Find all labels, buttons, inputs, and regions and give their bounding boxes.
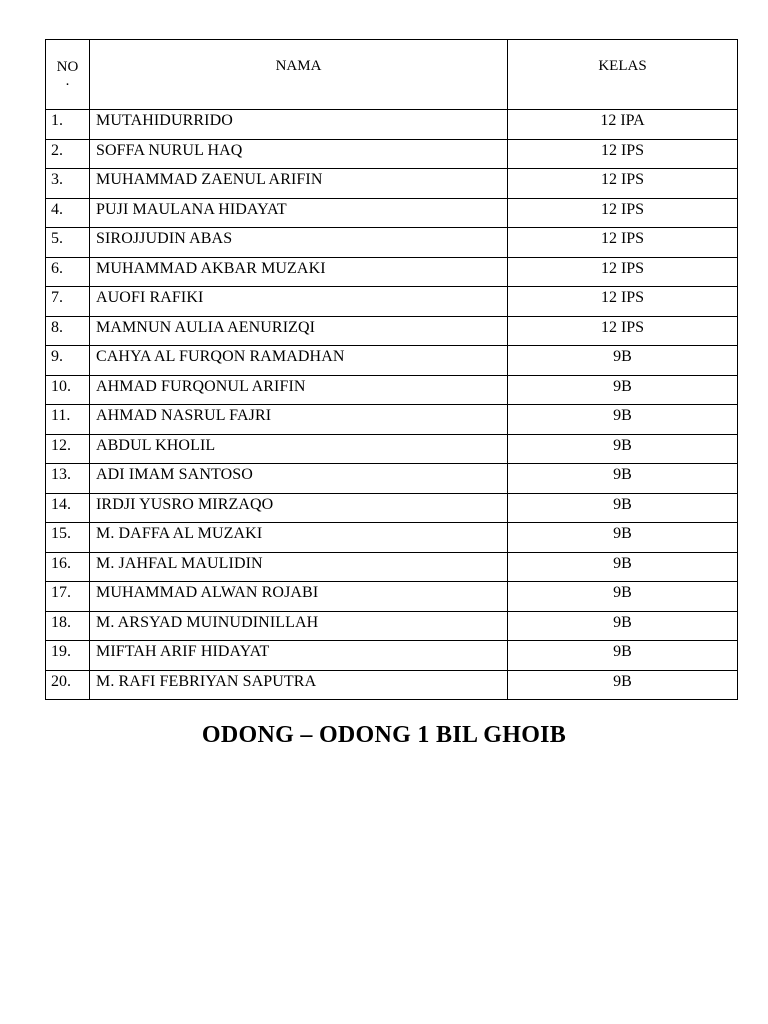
table-row — [46, 464, 738, 494]
cell-kelas: 9B — [508, 434, 738, 464]
cell-nama: SOFFA NURUL HAQ — [90, 139, 508, 169]
cell-no: 10. — [46, 375, 90, 405]
cell-no: 9. — [46, 346, 90, 376]
cell-no: 18. — [46, 611, 90, 641]
cell-kelas: 9B — [508, 375, 738, 405]
cell-kelas: 12 IPS — [508, 198, 738, 228]
table-row — [46, 552, 738, 582]
table-row — [46, 582, 738, 612]
cell-kelas: 12 IPS — [508, 169, 738, 199]
table-row — [46, 169, 738, 199]
document-caption: ODONG – ODONG 1 BIL GHOIB — [201, 722, 567, 748]
table-row — [46, 375, 738, 405]
table-row — [46, 493, 738, 523]
table-body — [46, 110, 738, 700]
table-row — [46, 228, 738, 258]
cell-kelas: 12 IPS — [508, 316, 738, 346]
table-row — [46, 641, 738, 671]
cell-kelas: 9B — [508, 582, 738, 612]
table-row — [46, 139, 738, 169]
cell-no: 16. — [46, 552, 90, 582]
table-row — [46, 670, 738, 700]
table-row — [46, 316, 738, 346]
cell-nama: MUHAMMAD ZAENUL ARIFIN — [90, 169, 508, 199]
header-no — [46, 40, 90, 110]
cell-kelas: 12 IPS — [508, 139, 738, 169]
table-row — [46, 110, 738, 140]
cell-nama: MUTAHIDURRIDO — [90, 110, 508, 140]
cell-no: 15. — [46, 523, 90, 553]
roster-table — [45, 39, 738, 700]
cell-kelas: 9B — [508, 523, 738, 553]
cell-no: 7. — [46, 287, 90, 317]
cell-kelas: 9B — [508, 670, 738, 700]
cell-no: 6. — [46, 257, 90, 287]
cell-nama: ADI IMAM SANTOSO — [90, 464, 508, 494]
header-no-label: NO — [56, 59, 79, 75]
cell-no: 5. — [46, 228, 90, 258]
table-row — [46, 434, 738, 464]
cell-nama: ABDUL KHOLIL — [90, 434, 508, 464]
cell-no: 13. — [46, 464, 90, 494]
cell-nama: CAHYA AL FURQON RAMADHAN — [90, 346, 508, 376]
cell-kelas: 9B — [508, 464, 738, 494]
cell-no: 19. — [46, 641, 90, 671]
cell-nama: M. DAFFA AL MUZAKI — [90, 523, 508, 553]
cell-kelas: 12 IPS — [508, 287, 738, 317]
cell-kelas: 12 IPA — [508, 110, 738, 140]
table-row — [46, 523, 738, 553]
cell-nama: SIROJJUDIN ABAS — [90, 228, 508, 258]
cell-no: 1. — [46, 110, 90, 140]
cell-kelas: 9B — [508, 346, 738, 376]
header-kelas: KELAS — [508, 40, 738, 110]
cell-kelas: 9B — [508, 611, 738, 641]
header-no-dot: . — [65, 73, 70, 89]
cell-nama: AUOFI RAFIKI — [90, 287, 508, 317]
table-row — [46, 346, 738, 376]
cell-kelas: 9B — [508, 493, 738, 523]
cell-no: 8. — [46, 316, 90, 346]
cell-nama: M. ARSYAD MUINUDINILLAH — [90, 611, 508, 641]
cell-nama: M. JAHFAL MAULIDIN — [90, 552, 508, 582]
cell-no: 3. — [46, 169, 90, 199]
cell-nama: MAMNUN AULIA AENURIZQI — [90, 316, 508, 346]
cell-no: 17. — [46, 582, 90, 612]
cell-no: 11. — [46, 405, 90, 435]
cell-no: 4. — [46, 198, 90, 228]
table-row — [46, 198, 738, 228]
cell-nama: AHMAD FURQONUL ARIFIN — [90, 375, 508, 405]
cell-nama: PUJI MAULANA HIDAYAT — [90, 198, 508, 228]
header-nama: NAMA — [90, 40, 508, 110]
cell-kelas: 9B — [508, 641, 738, 671]
cell-no: 2. — [46, 139, 90, 169]
cell-kelas: 12 IPS — [508, 228, 738, 258]
cell-no: 12. — [46, 434, 90, 464]
cell-kelas: 12 IPS — [508, 257, 738, 287]
table-row — [46, 287, 738, 317]
cell-nama: IRDJI YUSRO MIRZAQO — [90, 493, 508, 523]
cell-nama: MUHAMMAD AKBAR MUZAKI — [90, 257, 508, 287]
table-header-row — [46, 40, 738, 110]
cell-no: 20. — [46, 670, 90, 700]
cell-nama: MUHAMMAD ALWAN ROJABI — [90, 582, 508, 612]
table-row — [46, 611, 738, 641]
cell-no: 14. — [46, 493, 90, 523]
table-row — [46, 257, 738, 287]
cell-nama: M. RAFI FEBRIYAN SAPUTRA — [90, 670, 508, 700]
cell-kelas: 9B — [508, 405, 738, 435]
cell-nama: MIFTAH ARIF HIDAYAT — [90, 641, 508, 671]
table-row — [46, 405, 738, 435]
cell-kelas: 9B — [508, 552, 738, 582]
cell-nama: AHMAD NASRUL FAJRI — [90, 405, 508, 435]
